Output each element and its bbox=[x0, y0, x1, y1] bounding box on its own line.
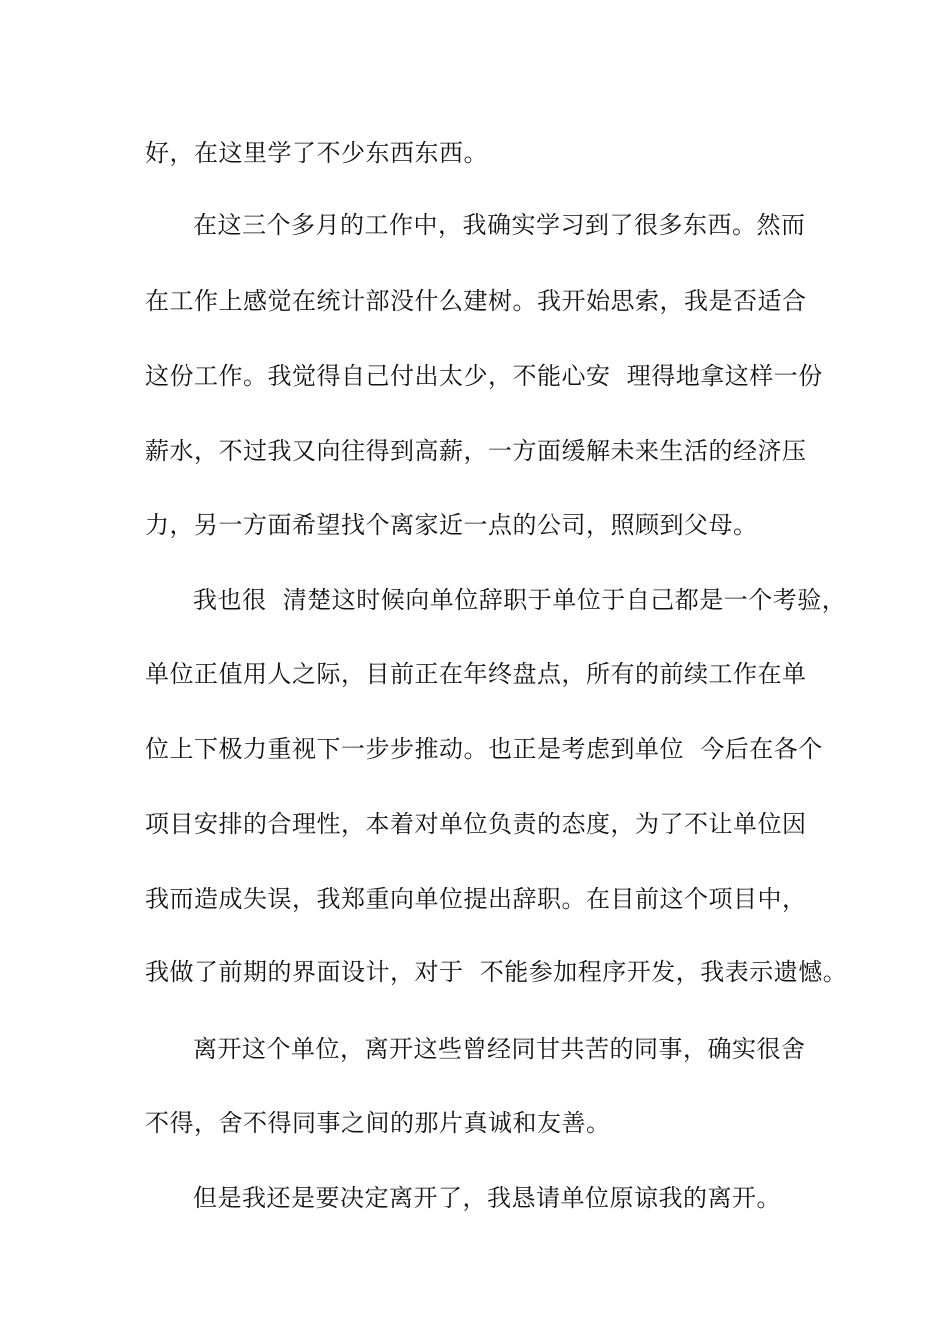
text-line-5: 薪水，不过我又向往得到高薪，一方面缓解未来生活的经济压 bbox=[145, 437, 807, 465]
text-line-4: 这份工作。我觉得自己付出太少，不能心安 理得地拿这样一份 bbox=[145, 362, 823, 390]
text-line-2: 在这三个多月的工作中，我确实学习到了很多东西。然而 bbox=[193, 211, 806, 239]
text-line-9: 位上下极力重视下一步步推动。也正是考虑到单位 今后在各个 bbox=[145, 735, 823, 763]
text-line-10: 项目安排的合理性，本着对单位负责的态度，为了不让单位因 bbox=[145, 810, 807, 838]
text-line-15: 但是我还是要决定离开了，我恳请单位原谅我的离开。 bbox=[193, 1184, 781, 1212]
text-line-12: 我做了前期的界面设计，对于 不能参加程序开发，我表示遗憾。 bbox=[145, 958, 848, 986]
text-line-11: 我而造成失误，我郑重向单位提出辞职。在目前这个项目中， bbox=[145, 885, 807, 913]
text-line-6: 力，另一方面希望找个离家近一点的公司，照顾到父母。 bbox=[145, 511, 758, 539]
text-line-14: 不得，舍不得同事之间的那片真诚和友善。 bbox=[145, 1109, 611, 1137]
text-line-8: 单位正值用人之际，目前正在年终盘点，所有的前续工作在单 bbox=[145, 660, 807, 688]
text-line-3: 在工作上感觉在统计部没什么建树。我开始思索，我是否适合 bbox=[145, 287, 807, 315]
text-line-13: 离开这个单位，离开这些曾经同甘共苦的同事，确实很舍 bbox=[193, 1035, 806, 1063]
text-line-1: 好，在这里学了不少东西东西。 bbox=[145, 139, 488, 167]
text-line-7: 我也很 清楚这时候向单位辞职于单位于自己都是一个考验， bbox=[193, 586, 847, 614]
